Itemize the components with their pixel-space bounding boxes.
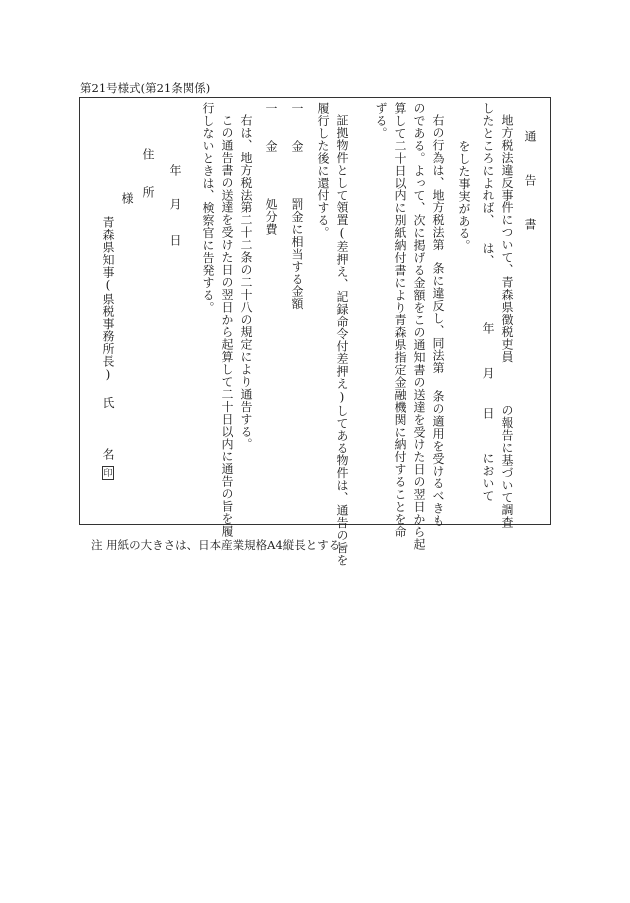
para4-line3: 行しないときは、検察官に告発する。 (201, 102, 215, 314)
footer-note: 注 用紙の大きさは、日本産業規格A4縦長とする。 (91, 538, 352, 552)
para1-line2: したところによれば、 (481, 102, 495, 227)
issuer: 青森県知事(県税事務所長) 氏 (101, 216, 115, 409)
para4-line2: この通告書の送達を受けた日の翌日から起算して二十日以内に通告の旨を履 (220, 114, 234, 538)
para1-line3: をした事実がある。 (457, 140, 471, 253)
date-day: 日 (168, 234, 182, 247)
date-month: 月 (168, 198, 182, 211)
para1-line2-subject: は、 (481, 242, 495, 267)
issuer-name-label: 名 (101, 448, 115, 461)
para2-line1-mid: 条に違反し、同法第 (431, 262, 445, 375)
addressee-suffix: 様 (120, 192, 134, 205)
amount-fine-prefix: 一 金 (290, 102, 304, 158)
amount-fine-label: 罰金に相当する金額 (290, 198, 304, 311)
para2-line3: 算して二十日以内に別紙納付書により青森県指定金融機関に納付することを命 (393, 102, 407, 538)
para1-line2-day: 日 (481, 407, 495, 420)
para1-line2-place: において (481, 452, 495, 502)
seal-box: 印 (102, 466, 114, 480)
para4-line1: 右は、地方税法第二十二条の二十八の規定により通告する。 (239, 114, 253, 451)
para3-line1: 証拠物件として領置(差押え、記録命令付差押え)してある物件は、通告の旨を (335, 114, 349, 567)
address-label: 住 所 (141, 148, 155, 204)
para2-line1: 右の行為は、地方税法第 (431, 114, 445, 251)
date-year: 年 (168, 164, 182, 177)
para1-line1: 地方税法違反事件について、青森県徴税吏員 (500, 114, 514, 363)
para2-line1-tail: 条の適用を受けるべきも (431, 390, 445, 527)
para2-line2: のである。よって、次に掲げる金額をこの通知書の送達を受けた日の翌日から起 (412, 102, 426, 551)
para2-line4: ずる。 (374, 102, 388, 140)
para3-line2: 履行した後に還付する。 (316, 102, 330, 239)
para1-line2-year: 年 (481, 322, 495, 335)
para1-line2-month: 月 (481, 367, 495, 380)
para1-line1-tail: の報告に基づいて調査 (500, 404, 514, 529)
form-number-header: 第21号様式(第21条関係) (80, 81, 211, 95)
amount-disposal-prefix: 一 金 (264, 102, 278, 158)
amount-disposal-label: 処分費 (264, 198, 278, 236)
document-title: 通 告 書 (523, 130, 537, 239)
